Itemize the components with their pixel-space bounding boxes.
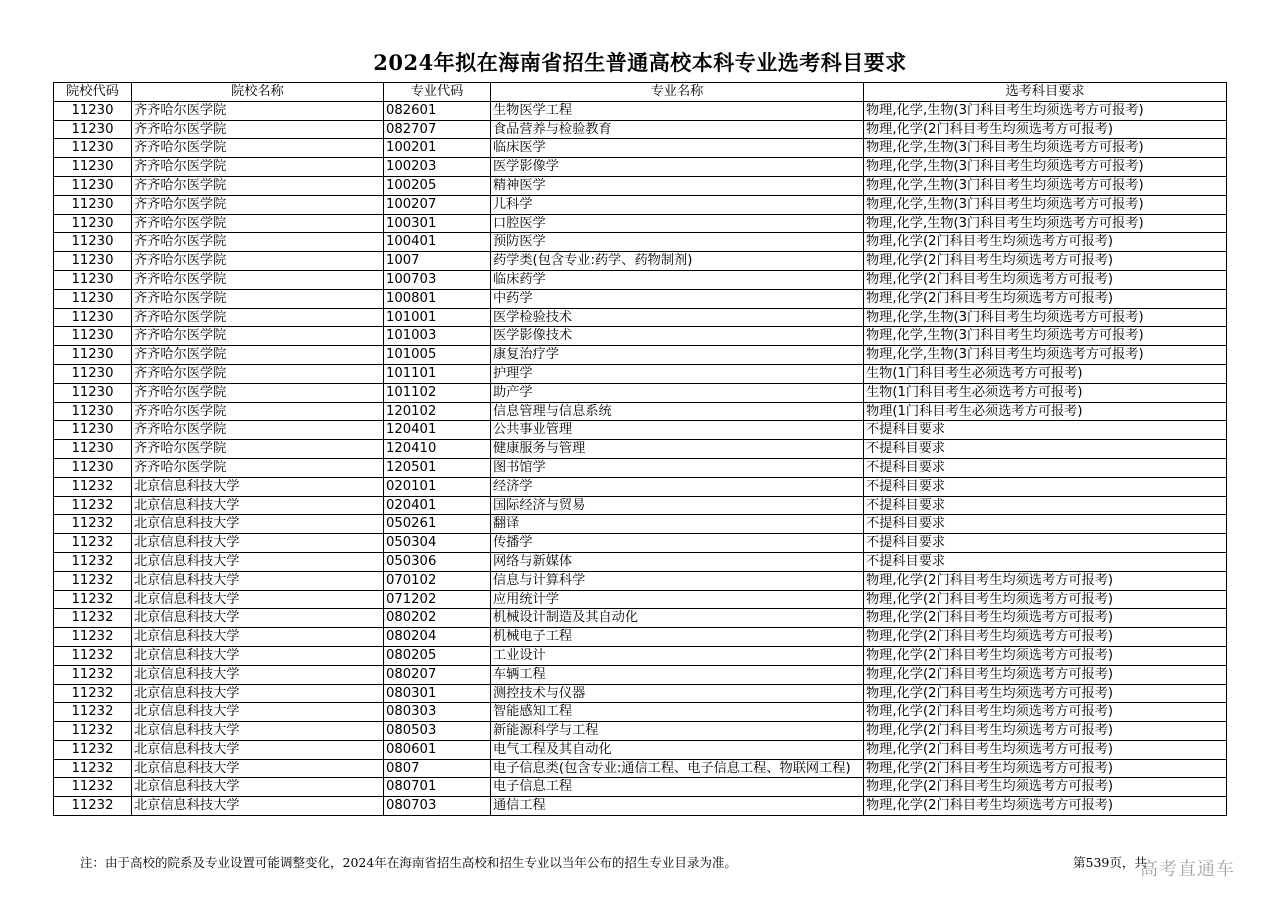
table-row [54,458,1227,477]
cell-school-code: 11230 [54,252,132,271]
table-row [54,233,1227,252]
cell-subject-requirement: 物理,化学(2门科目考生均须选考方可报考) [864,665,1227,684]
header-subject-requirement: 选考科目要求 [864,83,1227,102]
cell-school-name: 齐齐哈尔医学院 [132,101,384,120]
cell-major-name: 护理学 [491,364,864,383]
table-row [54,346,1227,365]
cell-school-name: 齐齐哈尔医学院 [132,252,384,271]
cell-school-name: 齐齐哈尔医学院 [132,195,384,214]
cell-school-code: 11230 [54,383,132,402]
cell-school-code: 11230 [54,139,132,158]
table-row [54,590,1227,609]
cell-school-name: 齐齐哈尔医学院 [132,139,384,158]
cell-subject-requirement: 物理,化学(2门科目考生均须选考方可报考) [864,722,1227,741]
cell-school-name: 北京信息科技大学 [132,740,384,759]
cell-subject-requirement: 物理,化学,生物(3门科目考生均须选考方可报考) [864,158,1227,177]
cell-major-name: 通信工程 [491,797,864,816]
cell-major-name: 食品营养与检验教育 [491,120,864,139]
cell-school-name: 齐齐哈尔医学院 [132,308,384,327]
header-major-name: 专业名称 [491,83,864,102]
cell-school-name: 北京信息科技大学 [132,590,384,609]
table-row [54,609,1227,628]
cell-major-code: 020101 [384,477,491,496]
cell-school-code: 11230 [54,214,132,233]
cell-school-name: 北京信息科技大学 [132,628,384,647]
cell-school-code: 11230 [54,195,132,214]
cell-subject-requirement: 不提科目要求 [864,421,1227,440]
table-row [54,214,1227,233]
cell-school-code: 11230 [54,289,132,308]
cell-subject-requirement: 物理,化学,生物(3门科目考生均须选考方可报考) [864,176,1227,195]
table-row [54,289,1227,308]
table-row [54,139,1227,158]
cell-subject-requirement: 物理,化学(2门科目考生均须选考方可报考) [864,646,1227,665]
cell-subject-requirement: 物理,化学(2门科目考生均须选考方可报考) [864,759,1227,778]
cell-major-code: 080701 [384,778,491,797]
cell-major-name: 助产学 [491,383,864,402]
cell-subject-requirement: 不提科目要求 [864,552,1227,571]
table-row [54,496,1227,515]
cell-school-code: 11230 [54,101,132,120]
cell-school-code: 11232 [54,759,132,778]
table-row [54,270,1227,289]
cell-subject-requirement: 物理,化学(2门科目考生均须选考方可报考) [864,628,1227,647]
cell-school-code: 11230 [54,270,132,289]
cell-school-code: 11230 [54,402,132,421]
cell-school-code: 11232 [54,609,132,628]
cell-major-name: 网络与新媒体 [491,552,864,571]
cell-major-code: 080204 [384,628,491,647]
cell-school-name: 北京信息科技大学 [132,722,384,741]
cell-school-name: 齐齐哈尔医学院 [132,458,384,477]
cell-major-code: 080503 [384,722,491,741]
cell-school-code: 11232 [54,628,132,647]
cell-major-name: 新能源科学与工程 [491,722,864,741]
cell-major-code: 101005 [384,346,491,365]
cell-school-code: 11232 [54,740,132,759]
cell-major-code: 100401 [384,233,491,252]
cell-major-code: 120410 [384,440,491,459]
cell-major-name: 机械电子工程 [491,628,864,647]
cell-major-code: 0807 [384,759,491,778]
cell-school-code: 11230 [54,458,132,477]
cell-school-name: 齐齐哈尔医学院 [132,364,384,383]
cell-school-name: 北京信息科技大学 [132,759,384,778]
cell-subject-requirement: 物理,化学(2门科目考生均须选考方可报考) [864,609,1227,628]
cell-major-name: 预防医学 [491,233,864,252]
cell-major-code: 080601 [384,740,491,759]
cell-subject-requirement: 不提科目要求 [864,477,1227,496]
requirements-table [53,82,1227,816]
cell-school-name: 北京信息科技大学 [132,797,384,816]
cell-major-name: 图书馆学 [491,458,864,477]
table-row [54,515,1227,534]
cell-major-code: 100205 [384,176,491,195]
cell-school-name: 齐齐哈尔医学院 [132,233,384,252]
cell-school-code: 11230 [54,120,132,139]
cell-subject-requirement: 物理,化学,生物(3门科目考生均须选考方可报考) [864,195,1227,214]
table-row [54,759,1227,778]
cell-major-code: 080207 [384,665,491,684]
table-row [54,402,1227,421]
cell-school-code: 11232 [54,477,132,496]
table-row [54,797,1227,816]
cell-major-name: 测控技术与仪器 [491,684,864,703]
cell-subject-requirement: 物理,化学(2门科目考生均须选考方可报考) [864,590,1227,609]
cell-major-name: 精神医学 [491,176,864,195]
table-row [54,571,1227,590]
cell-subject-requirement: 物理,化学(2门科目考生均须选考方可报考) [864,797,1227,816]
cell-school-name: 齐齐哈尔医学院 [132,120,384,139]
cell-school-name: 北京信息科技大学 [132,496,384,515]
cell-subject-requirement: 物理,化学,生物(3门科目考生均须选考方可报考) [864,101,1227,120]
cell-major-name: 机械设计制造及其自动化 [491,609,864,628]
cell-subject-requirement: 不提科目要求 [864,515,1227,534]
cell-school-name: 齐齐哈尔医学院 [132,158,384,177]
cell-subject-requirement: 不提科目要求 [864,534,1227,553]
table-row [54,308,1227,327]
table-row [54,534,1227,553]
cell-school-code: 11230 [54,440,132,459]
cell-school-code: 11230 [54,327,132,346]
cell-major-name: 临床药学 [491,270,864,289]
table-row [54,120,1227,139]
table-row [54,158,1227,177]
table-row [54,722,1227,741]
table-row [54,552,1227,571]
cell-major-code: 070102 [384,571,491,590]
cell-subject-requirement: 物理,化学(2门科目考生均须选考方可报考) [864,571,1227,590]
cell-school-code: 11232 [54,722,132,741]
cell-major-name: 传播学 [491,534,864,553]
cell-major-name: 生物医学工程 [491,101,864,120]
table-row [54,176,1227,195]
cell-major-code: 080202 [384,609,491,628]
cell-school-name: 北京信息科技大学 [132,515,384,534]
header-school-code: 院校代码 [54,83,132,102]
table-row [54,628,1227,647]
cell-major-name: 电气工程及其自动化 [491,740,864,759]
cell-major-code: 080205 [384,646,491,665]
table-row [54,195,1227,214]
cell-subject-requirement: 物理,化学(2门科目考生均须选考方可报考) [864,233,1227,252]
cell-major-code: 020401 [384,496,491,515]
cell-major-name: 口腔医学 [491,214,864,233]
table-row [54,383,1227,402]
cell-school-code: 11230 [54,364,132,383]
cell-major-name: 信息与计算科学 [491,571,864,590]
cell-school-name: 北京信息科技大学 [132,477,384,496]
table-header-row [54,83,1227,102]
cell-major-name: 中药学 [491,289,864,308]
cell-school-name: 齐齐哈尔医学院 [132,214,384,233]
cell-major-code: 100301 [384,214,491,233]
footer-note: 注：由于高校的院系及专业设置可能调整变化，2024年在海南省招生高校和招生专业以当年公布的招生专业目录为准。 [80,855,737,870]
cell-major-code: 082601 [384,101,491,120]
cell-major-name: 工业设计 [491,646,864,665]
watermark: 高考直通车 [1140,859,1235,880]
cell-school-name: 齐齐哈尔医学院 [132,176,384,195]
cell-major-code: 071202 [384,590,491,609]
cell-subject-requirement: 物理(1门科目考生必须选考方可报考) [864,402,1227,421]
table-row [54,477,1227,496]
cell-school-name: 齐齐哈尔医学院 [132,440,384,459]
table-body [54,101,1227,815]
cell-major-name: 电子信息类(包含专业:通信工程、电子信息工程、物联网工程) [491,759,864,778]
cell-major-name: 电子信息工程 [491,778,864,797]
cell-major-code: 120102 [384,402,491,421]
cell-major-code: 080703 [384,797,491,816]
cell-major-code: 100801 [384,289,491,308]
cell-subject-requirement: 物理,化学(2门科目考生均须选考方可报考) [864,270,1227,289]
cell-school-code: 11230 [54,346,132,365]
cell-subject-requirement: 物理,化学(2门科目考生均须选考方可报考) [864,778,1227,797]
cell-school-code: 11230 [54,421,132,440]
cell-subject-requirement: 不提科目要求 [864,496,1227,515]
cell-major-name: 经济学 [491,477,864,496]
table-row [54,646,1227,665]
cell-subject-requirement: 物理,化学(2门科目考生均须选考方可报考) [864,289,1227,308]
cell-school-code: 11230 [54,233,132,252]
cell-school-code: 11230 [54,176,132,195]
cell-school-code: 11232 [54,797,132,816]
cell-major-code: 100201 [384,139,491,158]
table-row [54,703,1227,722]
cell-school-name: 北京信息科技大学 [132,552,384,571]
cell-major-name: 车辆工程 [491,665,864,684]
cell-major-name: 信息管理与信息系统 [491,402,864,421]
cell-school-code: 11232 [54,534,132,553]
cell-school-name: 齐齐哈尔医学院 [132,346,384,365]
cell-major-code: 100203 [384,158,491,177]
cell-school-code: 11230 [54,158,132,177]
table-row [54,778,1227,797]
cell-major-name: 药学类(包含专业:药学、药物制剂) [491,252,864,271]
table-row [54,684,1227,703]
cell-subject-requirement: 物理,化学(2门科目考生均须选考方可报考) [864,740,1227,759]
cell-major-name: 医学影像学 [491,158,864,177]
cell-subject-requirement: 物理,化学,生物(3门科目考生均须选考方可报考) [864,308,1227,327]
cell-school-name: 齐齐哈尔医学院 [132,327,384,346]
cell-major-code: 050261 [384,515,491,534]
cell-school-name: 齐齐哈尔医学院 [132,421,384,440]
cell-school-name: 北京信息科技大学 [132,684,384,703]
cell-subject-requirement: 物理,化学,生物(3门科目考生均须选考方可报考) [864,346,1227,365]
cell-subject-requirement: 物理,化学,生物(3门科目考生均须选考方可报考) [864,214,1227,233]
table-row [54,440,1227,459]
cell-school-name: 齐齐哈尔医学院 [132,402,384,421]
page-number: 第539页，共 [1073,855,1147,870]
cell-major-code: 100703 [384,270,491,289]
cell-school-name: 北京信息科技大学 [132,534,384,553]
cell-subject-requirement: 物理,化学(2门科目考生均须选考方可报考) [864,684,1227,703]
cell-school-code: 11232 [54,646,132,665]
cell-major-name: 康复治疗学 [491,346,864,365]
cell-subject-requirement: 不提科目要求 [864,440,1227,459]
cell-major-code: 082707 [384,120,491,139]
cell-school-code: 11232 [54,515,132,534]
cell-major-code: 101102 [384,383,491,402]
cell-major-name: 健康服务与管理 [491,440,864,459]
cell-subject-requirement: 不提科目要求 [864,458,1227,477]
cell-major-code: 050304 [384,534,491,553]
table-row [54,101,1227,120]
cell-major-name: 翻译 [491,515,864,534]
table-row [54,252,1227,271]
cell-school-name: 齐齐哈尔医学院 [132,289,384,308]
cell-school-name: 齐齐哈尔医学院 [132,270,384,289]
table-row [54,421,1227,440]
cell-major-code: 120401 [384,421,491,440]
table-row [54,364,1227,383]
cell-school-name: 北京信息科技大学 [132,571,384,590]
cell-school-code: 11232 [54,571,132,590]
cell-subject-requirement: 生物(1门科目考生必须选考方可报考) [864,364,1227,383]
page-title: 2024年拟在海南省招生普通高校本科专业选考科目要求 [373,50,907,75]
cell-school-code: 11232 [54,684,132,703]
cell-school-name: 北京信息科技大学 [132,703,384,722]
cell-major-code: 101001 [384,308,491,327]
cell-subject-requirement: 生物(1门科目考生必须选考方可报考) [864,383,1227,402]
table-row [54,327,1227,346]
cell-school-code: 11232 [54,665,132,684]
cell-school-code: 11232 [54,778,132,797]
cell-major-name: 应用统计学 [491,590,864,609]
table-row [54,740,1227,759]
cell-school-code: 11232 [54,552,132,571]
cell-major-name: 智能感知工程 [491,703,864,722]
cell-major-code: 101101 [384,364,491,383]
cell-subject-requirement: 物理,化学,生物(3门科目考生均须选考方可报考) [864,327,1227,346]
header-major-code: 专业代码 [384,83,491,102]
cell-subject-requirement: 物理,化学(2门科目考生均须选考方可报考) [864,252,1227,271]
cell-school-name: 北京信息科技大学 [132,778,384,797]
cell-subject-requirement: 物理,化学,生物(3门科目考生均须选考方可报考) [864,139,1227,158]
table-row [54,665,1227,684]
cell-school-code: 11232 [54,703,132,722]
cell-subject-requirement: 物理,化学(2门科目考生均须选考方可报考) [864,703,1227,722]
cell-school-name: 北京信息科技大学 [132,609,384,628]
cell-major-code: 1007 [384,252,491,271]
header-school-name: 院校名称 [132,83,384,102]
cell-school-code: 11232 [54,496,132,515]
cell-major-name: 公共事业管理 [491,421,864,440]
cell-major-code: 120501 [384,458,491,477]
cell-school-name: 北京信息科技大学 [132,665,384,684]
cell-school-name: 北京信息科技大学 [132,646,384,665]
cell-major-code: 100207 [384,195,491,214]
cell-major-name: 医学检验技术 [491,308,864,327]
cell-school-code: 11232 [54,590,132,609]
cell-major-name: 临床医学 [491,139,864,158]
cell-major-name: 儿科学 [491,195,864,214]
cell-major-name: 国际经济与贸易 [491,496,864,515]
cell-major-name: 医学影像技术 [491,327,864,346]
cell-school-name: 齐齐哈尔医学院 [132,383,384,402]
cell-major-code: 080303 [384,703,491,722]
cell-major-code: 050306 [384,552,491,571]
cell-major-code: 101003 [384,327,491,346]
cell-school-code: 11230 [54,308,132,327]
cell-subject-requirement: 物理,化学(2门科目考生均须选考方可报考) [864,120,1227,139]
cell-major-code: 080301 [384,684,491,703]
